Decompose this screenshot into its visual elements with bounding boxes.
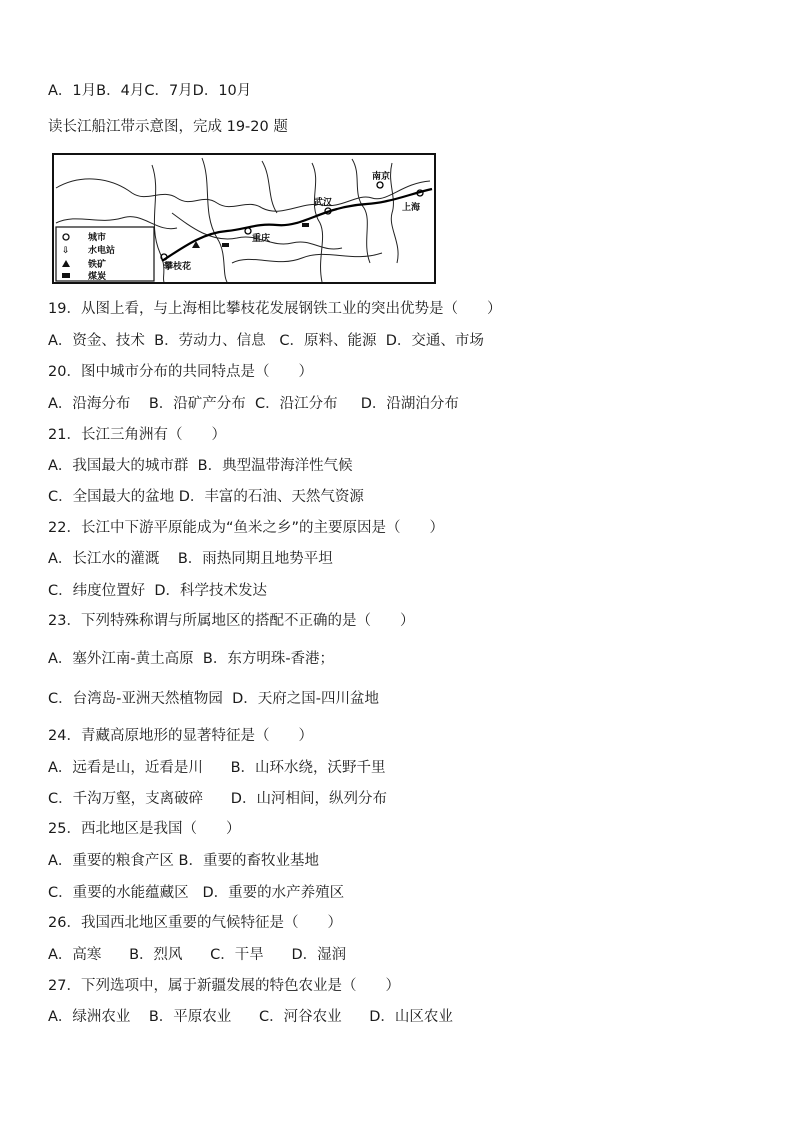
question-line-16: A．远看是山，近看是川 B．山环水绕，沃野千里	[48, 760, 386, 776]
city-nanjing: 南京	[372, 172, 391, 182]
hydro-symbol-icon: ⇩	[62, 246, 70, 256]
question-line-10: A．长江水的灌溉 B．雨热同期且地势平坦	[48, 551, 333, 567]
city-wuhan: 武汉	[314, 198, 333, 208]
question-line-15: 24．青藏高原地形的显著特征是（ ）	[48, 728, 313, 744]
legend-iron: 铁矿	[88, 260, 107, 270]
question-line-24: A．绿洲农业 B．平原农业 C．河谷农业 D．山区农业	[48, 1009, 453, 1025]
question-line-18: 25．西北地区是我国（ ）	[48, 821, 241, 837]
legend-hydro: 水电站	[88, 246, 116, 256]
yangtze-map	[52, 153, 436, 284]
city-chongqing: 重庆	[252, 234, 271, 244]
question-line-12: 23．下列特殊称谓与所属地区的搭配不正确的是（ ）	[48, 613, 415, 629]
question-line-0: A．1月B．4月C．7月D．10月	[48, 83, 252, 99]
question-line-5: A．沿海分布 B．沿矿产分布 C．沿江分布 D．沿湖泊分布	[48, 396, 459, 412]
question-line-8: C．全国最大的盆地 D．丰富的石油、天然气资源	[48, 489, 364, 505]
question-line-23: 27．下列选项中，属于新疆发展的特色农业是（ ）	[48, 978, 400, 994]
question-line-14: C．台湾岛-亚洲天然植物园 D．天府之国-四川盆地	[48, 691, 379, 707]
coal-symbol-icon	[62, 273, 70, 278]
legend-city: 城市	[88, 233, 107, 243]
question-line-19: A．重要的粮食产区 B．重要的畜牧业基地	[48, 853, 319, 869]
city-shanghai: 上海	[402, 203, 421, 213]
question-line-2: 19．从图上看，与上海相比攀枝花发展钢铁工业的突出优势是（ ）	[48, 301, 502, 317]
question-line-22: A．高寒 B．烈风 C．干旱 D．湿润	[48, 947, 347, 963]
legend-coal: 煤炭	[88, 272, 107, 282]
question-line-11: C．纬度位置好 D．科学技术发达	[48, 583, 268, 599]
question-line-7: A．我国最大的城市群 B．典型温带海洋性气候	[48, 458, 353, 474]
question-line-4: 20．图中城市分布的共同特点是（ ）	[48, 364, 313, 380]
question-line-17: C．千沟万壑，支离破碎 D．山河相间，纵列分布	[48, 791, 387, 807]
question-line-13: A．塞外江南-黄土高原 B．东方明珠-香港；	[48, 651, 335, 667]
question-line-20: C．重要的水能蕴藏区 D．重要的水产养殖区	[48, 885, 345, 901]
city-panzhihua: 攀枝花	[164, 262, 192, 272]
question-line-9: 22．长江中下游平原能成为“鱼米之乡”的主要原因是（ ）	[48, 520, 444, 536]
question-line-21: 26．我国西北地区重要的气候特征是（ ）	[48, 915, 342, 931]
question-line-3: A．资金、技术 B．劳动力、信息 C．原料、能源 D．交通、市场	[48, 333, 484, 349]
question-line-6: 21．长江三角洲有（ ）	[48, 427, 226, 443]
question-line-1: 读长江船江带示意图，完成 19-20 题	[48, 119, 288, 135]
